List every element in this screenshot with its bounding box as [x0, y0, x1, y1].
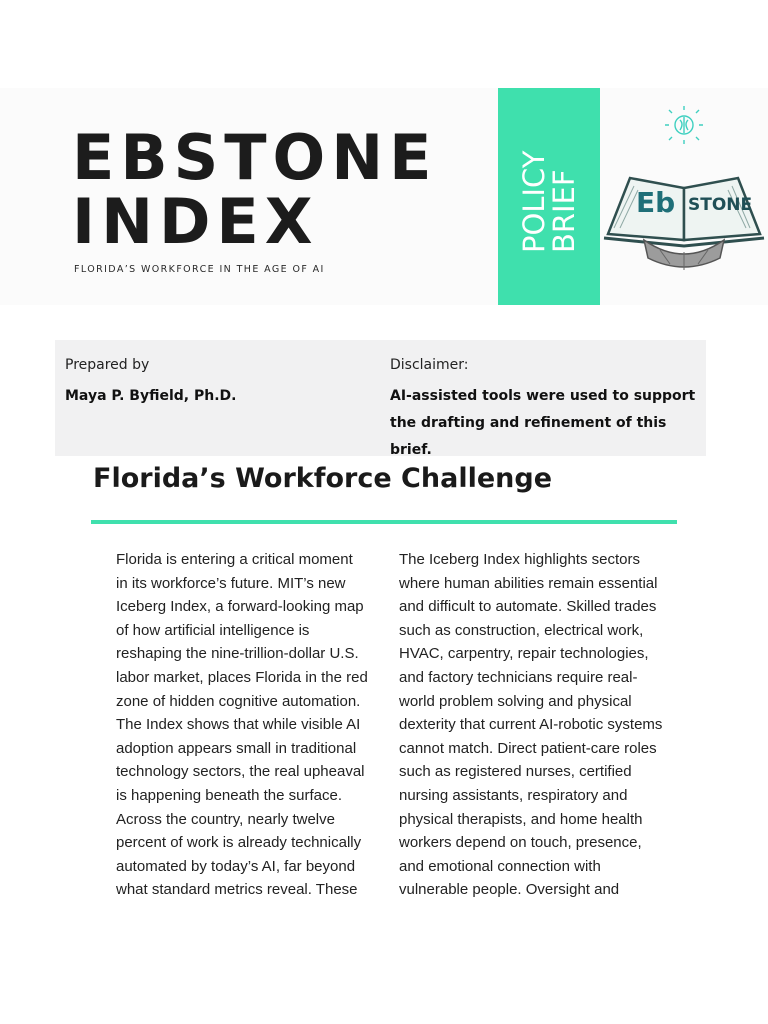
body-line: reshaping the nine-trillion-dollar U.S. [116, 645, 359, 663]
brain-icon [665, 106, 703, 144]
body-line: such as registered nurses, certified [399, 763, 632, 781]
body-line: of how artificial intelligence is [116, 621, 310, 639]
body-line: labor market, places Florida in the red [116, 668, 368, 686]
body-line: workers depend on touch, presence, [399, 834, 642, 852]
body-line: The Iceberg Index highlights sectors [399, 551, 640, 568]
section-divider [91, 520, 677, 524]
body-column-left [116, 548, 386, 902]
prepared-by-label: Prepared by [65, 357, 150, 373]
logo-stone-text: STONE [688, 195, 753, 215]
disclaimer-line-2: the drafting and refinement of this brief. [390, 415, 667, 458]
body-line: cannot match. Direct patient-care roles [399, 739, 657, 757]
body-line: and factory technicians require real- [399, 668, 638, 686]
body-line: and emotional connection with [399, 857, 601, 875]
policy-brief-label [519, 150, 579, 252]
logo-eb-text: Eb [636, 186, 676, 219]
title-line-2: INDEX [72, 185, 319, 258]
body-line: adoption appears small in traditional [116, 739, 357, 757]
disclaimer-line-1: AI-assisted tools were used to support [390, 388, 696, 404]
body-line: is happening beneath the surface. [116, 786, 343, 804]
body-line: such as construction, electrical work, [399, 621, 644, 639]
body-line: automated by today’s AI, far beyond [116, 857, 356, 875]
title-line-1: EBSTONE [72, 121, 438, 194]
body-line: nursing assistants, respiratory and [399, 786, 628, 804]
report-subtitle: FLORIDA’S WORKFORCE IN THE AGE OF AI [74, 264, 325, 275]
body-line: zone of hidden cognitive automation. [116, 692, 361, 710]
tab-line-2: BRIEF [547, 168, 581, 253]
ebstone-logo [600, 100, 768, 280]
body-line: Florida is entering a critical moment [116, 551, 353, 568]
prepared-by-block [65, 356, 236, 410]
body-line: world problem solving and physical [399, 692, 632, 710]
body-line: HVAC, carpentry, repair technologies, [399, 645, 649, 663]
section-title: Florida’s Workforce Challenge [93, 463, 552, 494]
body-line: what standard metrics reveal. These [116, 881, 358, 899]
body-line: Iceberg Index, a forward-looking map [116, 598, 364, 616]
body-line: physical therapists, and home health [399, 810, 643, 828]
body-line: and difficult to automate. Skilled trades [399, 598, 657, 616]
body-line: vulnerable people. Oversight and [399, 881, 620, 899]
policy-brief-tab [498, 88, 600, 305]
body-line: The Index shows that while visible AI [116, 716, 361, 734]
body-line: Across the country, nearly twelve [116, 810, 335, 828]
body-line: in its workforce’s future. MIT’s new [116, 574, 346, 592]
body-line: dexterity that current AI-robotic systems [399, 716, 663, 734]
body-line: percent of work is already technically [116, 834, 362, 852]
body-line: where human abilities remain essential [399, 574, 658, 592]
body-line: technology sectors, the real upheaval [116, 763, 365, 781]
tab-line-1: POLICY [517, 150, 551, 253]
author-name: Maya P. Byfield, Ph.D. [65, 388, 237, 404]
book-icon [604, 178, 764, 270]
info-box [55, 340, 706, 456]
disclaimer-block [390, 356, 706, 464]
body-column-right [399, 548, 677, 902]
disclaimer-label: Disclaimer: [390, 357, 469, 373]
report-title [72, 121, 438, 258]
